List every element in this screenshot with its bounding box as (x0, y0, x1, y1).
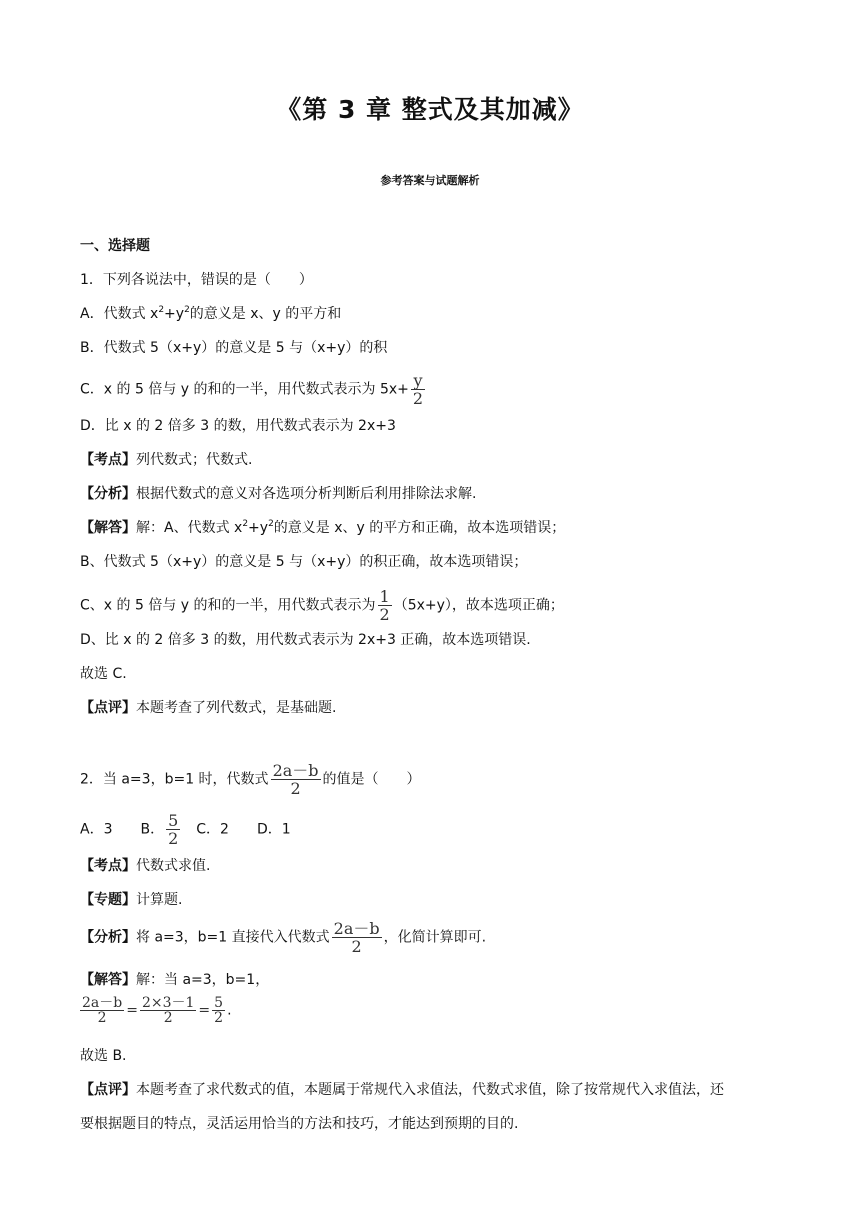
fraction-denominator: 2 (351, 937, 362, 956)
dianping-text: 本题考查了列代数式，是基础题. (136, 700, 337, 716)
jieda-pre: 解：A、代数式 x (136, 520, 243, 536)
fraction-numerator: 2a－b (333, 919, 380, 938)
q2-stem-fraction (271, 762, 321, 797)
fraction-denominator: 2 (163, 1010, 173, 1026)
zhuanti-text: 计算题. (136, 892, 183, 908)
jieda-sup2: 2 (268, 519, 274, 529)
fraction-denominator: 2 (168, 829, 179, 848)
q2-dianping (80, 1080, 724, 1100)
fraction-numerator: 2×3－1 (141, 995, 195, 1011)
zhuanti-tag: 【专题】 (80, 892, 136, 908)
jieda-sup1: 2 (242, 519, 249, 529)
q2-answer: 故选 B. (80, 1048, 127, 1064)
q2-fenxi (80, 920, 486, 955)
document-subtitle: 参考答案与试题解析 (380, 174, 480, 187)
solution-c-fraction (378, 588, 392, 623)
fraction-numerator: y (413, 371, 423, 390)
q2-jieda (80, 970, 269, 990)
fenxi-text: 根据代数式的意义对各选项分析判断后利用排除法求解. (136, 486, 477, 502)
calc-fraction-2 (140, 996, 196, 1025)
fraction-denominator: 2 (412, 389, 424, 408)
document-title: 《第 3 章 整式及其加减》 (276, 95, 584, 124)
q1-option-d: D．比 x 的 2 倍多 3 的数，用代数式表示为 2x+3 (80, 418, 396, 434)
q1-jieda (80, 518, 565, 538)
q1-option-a-sup2: 2 (184, 305, 190, 315)
q2-zhuanti (80, 890, 182, 910)
dianping-tag: 【点评】 (80, 1082, 136, 1098)
q1-dianping (80, 698, 336, 718)
q2-options (80, 812, 291, 847)
jieda-tag: 【解答】 (80, 520, 136, 536)
q2-stem-pre: 2．当 a=3，b=1 时，代数式 (80, 771, 269, 788)
q1-stem: 1．下列各说法中，错误的是（ ） (80, 272, 313, 288)
q1-option-a-pre: A．代数式 x (80, 306, 159, 322)
jieda-mid: +y (248, 520, 269, 536)
jieda-tag: 【解答】 (80, 972, 136, 988)
fenxi-pre: 将 a=3，b=1 直接代入代数式 (136, 929, 330, 946)
q2-options-rest: C．2 D．1 (182, 821, 291, 838)
fraction-numerator: 2a－b (82, 995, 123, 1011)
kaodian-tag: 【考点】 (80, 858, 136, 874)
q1-option-a-post: 的意义是 x、y 的平方和 (189, 306, 342, 322)
q1-solution-b: B、代数式 5（x+y）的意义是 5 与（x+y）的积正确，故本选项错误； (80, 554, 528, 570)
kaodian-tag: 【考点】 (80, 452, 136, 468)
q1-kaodian (80, 450, 252, 470)
calc-fraction-1 (80, 996, 124, 1025)
calc-end: . (227, 1002, 232, 1019)
q2-dianping-cont: 要根据题目的特点，灵活运用恰当的方法和技巧，才能达到预期的目的. (80, 1116, 519, 1132)
q2-fenxi-fraction (332, 920, 382, 955)
fenxi-tag: 【分析】 (80, 929, 136, 946)
q2-stem-post: 的值是（ ） (322, 771, 421, 788)
fraction-numerator: 1 (379, 587, 390, 606)
q1-option-a-mid: +y (164, 306, 185, 322)
kaodian-text: 列代数式；代数式. (136, 452, 253, 468)
q1-option-b: B．代数式 5（x+y）的意义是 5 与（x+y）的积 (80, 340, 388, 356)
q2-kaodian (80, 856, 210, 876)
fraction-numerator: 5 (168, 811, 179, 830)
q1-answer: 故选 C. (80, 666, 127, 682)
dianping-text-1: 本题考查了求代数式的值，本题属于常规代入求值法，代数式求值，除了按常规代入求值法，还 (136, 1082, 724, 1098)
fraction-denominator: 2 (97, 1010, 107, 1026)
jieda-text: 解：当 a=3，b=1， (136, 972, 270, 988)
equals-sign: = (198, 1002, 211, 1019)
q2-options-a: A．3 B． (80, 821, 165, 838)
q1-option-a (80, 304, 341, 324)
section-heading: 一、选择题 (80, 238, 150, 254)
fraction-denominator: 2 (379, 605, 390, 624)
q2-stem (80, 762, 421, 797)
fraction-numerator: 5 (214, 995, 224, 1011)
kaodian-text: 代数式求值. (136, 858, 211, 874)
equals-sign: = (126, 1002, 138, 1019)
jieda-post: 的意义是 x、y 的平方和正确，故本选项错误； (273, 520, 566, 536)
fraction-denominator: 2 (214, 1010, 224, 1026)
fenxi-post: ，化简计算即可. (383, 929, 487, 946)
q1-solution-d: D、比 x 的 2 倍多 3 的数，用代数式表示为 2x+3 正确，故本选项错误. (80, 632, 531, 648)
solution-c-post: （5x+y），故本选项正确； (393, 597, 564, 614)
calc-fraction-3 (212, 996, 225, 1025)
q1-fenxi (80, 484, 476, 504)
q1-solution-c (80, 588, 564, 623)
solution-c-pre: C、x 的 5 倍与 y 的和的一半，用代数式表示为 (80, 597, 376, 614)
dianping-tag: 【点评】 (80, 700, 136, 716)
q2-calculation (78, 996, 232, 1025)
q1-option-a-sup1: 2 (158, 305, 165, 315)
fenxi-tag: 【分析】 (80, 486, 136, 502)
q1-option-c-fraction (411, 372, 425, 407)
q2-option-b-fraction (166, 812, 180, 847)
fraction-numerator: 2a－b (272, 761, 319, 780)
fraction-denominator: 2 (290, 779, 301, 798)
q1-option-c (80, 372, 427, 407)
q1-option-c-text: C．x 的 5 倍与 y 的和的一半，用代数式表示为 5x+ (80, 381, 409, 398)
